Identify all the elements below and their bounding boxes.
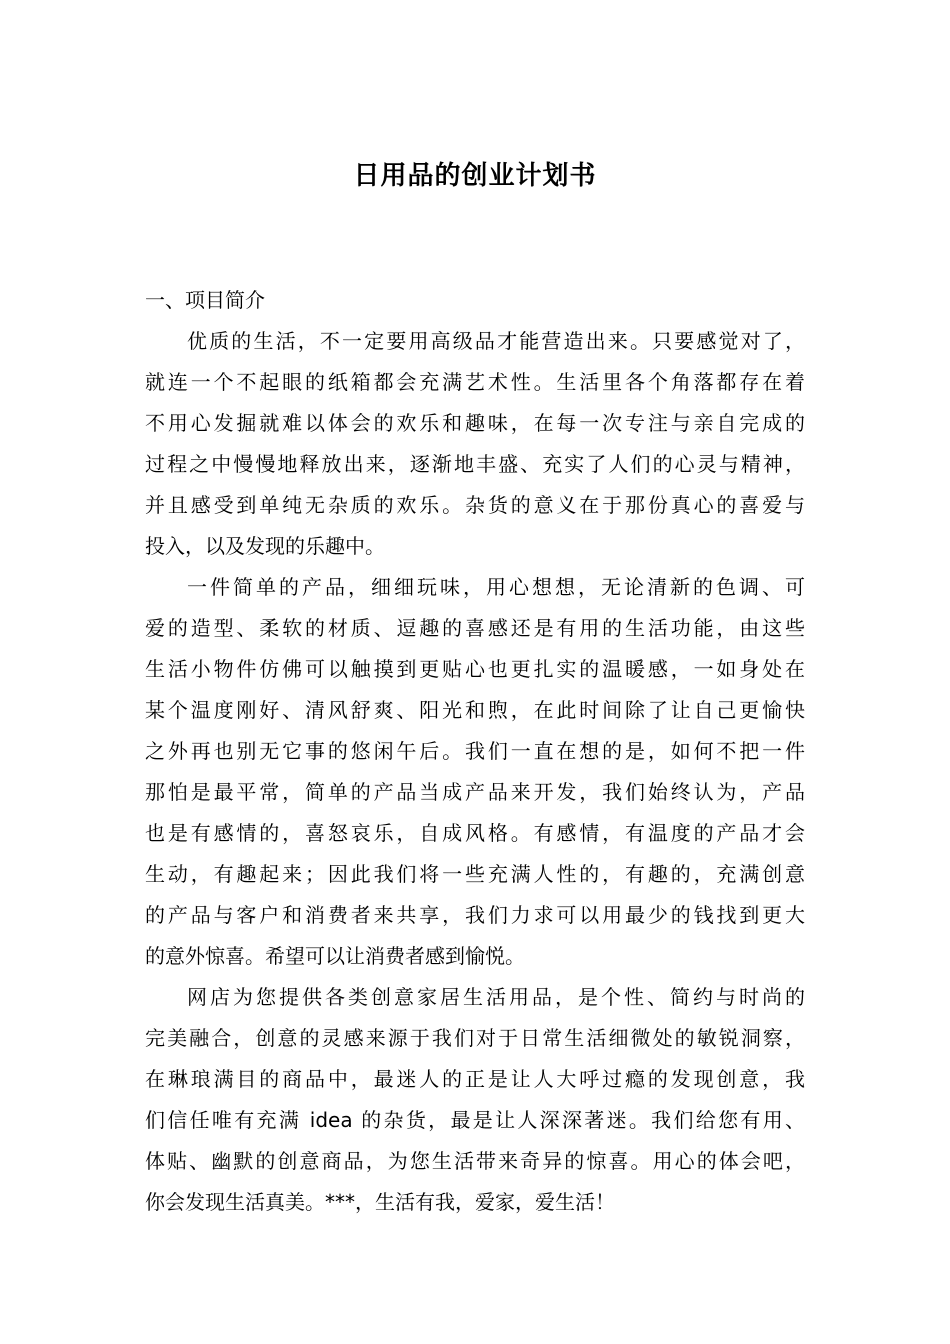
document-body [145, 280, 805, 1223]
text-line: 之外再也别无它事的悠闲午后。我们一直在想的是，如何不把一件 [145, 739, 805, 763]
text-line: 网店为您提供各类创意家居生活用品，是个性、简约与时尚的 [187, 985, 805, 1009]
text-line: 优质的生活，不一定要用高级品才能营造出来。只要感觉对了， [187, 329, 805, 353]
text-line: 并且感受到单纯无杂质的欢乐。杂货的意义在于那份真心的喜爱与 [145, 493, 805, 517]
section-heading: 一、项目简介 [145, 288, 265, 312]
text-line: 体贴、幽默的创意商品，为您生活带来奇异的惊喜。用心的体会吧， [145, 1149, 805, 1173]
text-line: 完美融合，创意的灵感来源于我们对于日常生活细微处的敏锐洞察， [145, 1026, 805, 1050]
paragraph-2 [145, 567, 805, 977]
text-line: 某个温度刚好、清风舒爽、阳光和煦，在此时间除了让自己更愉快 [145, 698, 805, 722]
text-line: 生动，有趣起来；因此我们将一些充满人性的，有趣的，充满创意 [145, 862, 805, 886]
text-line: 爱的造型、柔软的材质、逗趣的喜感还是有用的生活功能，由这些 [145, 616, 805, 640]
text-line: 不用心发掘就难以体会的欢乐和趣味，在每一次专注与亲自完成的 [145, 411, 805, 435]
text-line: 投入，以及发现的乐趣中。 [145, 534, 385, 558]
text-line: 们信任唯有充满 idea 的杂货，最是让人深深著迷。我们给您有用、 [145, 1108, 805, 1132]
paragraph-1 [145, 321, 805, 567]
text-line: 那怕是最平常，简单的产品当成产品来开发，我们始终认为，产品 [145, 780, 805, 804]
text-line: 就连一个不起眼的纸箱都会充满艺术性。生活里各个角落都存在着 [145, 370, 805, 394]
paragraph-3 [145, 977, 805, 1223]
text-line: 你会发现生活真美。***，生活有我，爱家，爱生活！ [145, 1190, 615, 1214]
text-line: 生活小物件仿佛可以触摸到更贴心也更扎实的温暖感，一如身处在 [145, 657, 805, 681]
document-title: 日用品的创业计划书 [353, 161, 597, 191]
text-line: 过程之中慢慢地释放出来，逐渐地丰盛、充实了人们的心灵与精神， [145, 452, 805, 476]
text-line: 的产品与客户和消费者来共享，我们力求可以用最少的钱找到更大 [145, 903, 805, 927]
text-line: 在琳琅满目的商品中，最迷人的正是让人大呼过瘾的发现创意，我 [145, 1067, 805, 1091]
text-line: 也是有感情的，喜怒哀乐，自成风格。有感情，有温度的产品才会 [145, 821, 805, 845]
text-line: 的意外惊喜。希望可以让消费者感到愉悦。 [145, 944, 525, 968]
text-line: 一件简单的产品，细细玩味，用心想想，无论清新的色调、可 [187, 575, 805, 599]
